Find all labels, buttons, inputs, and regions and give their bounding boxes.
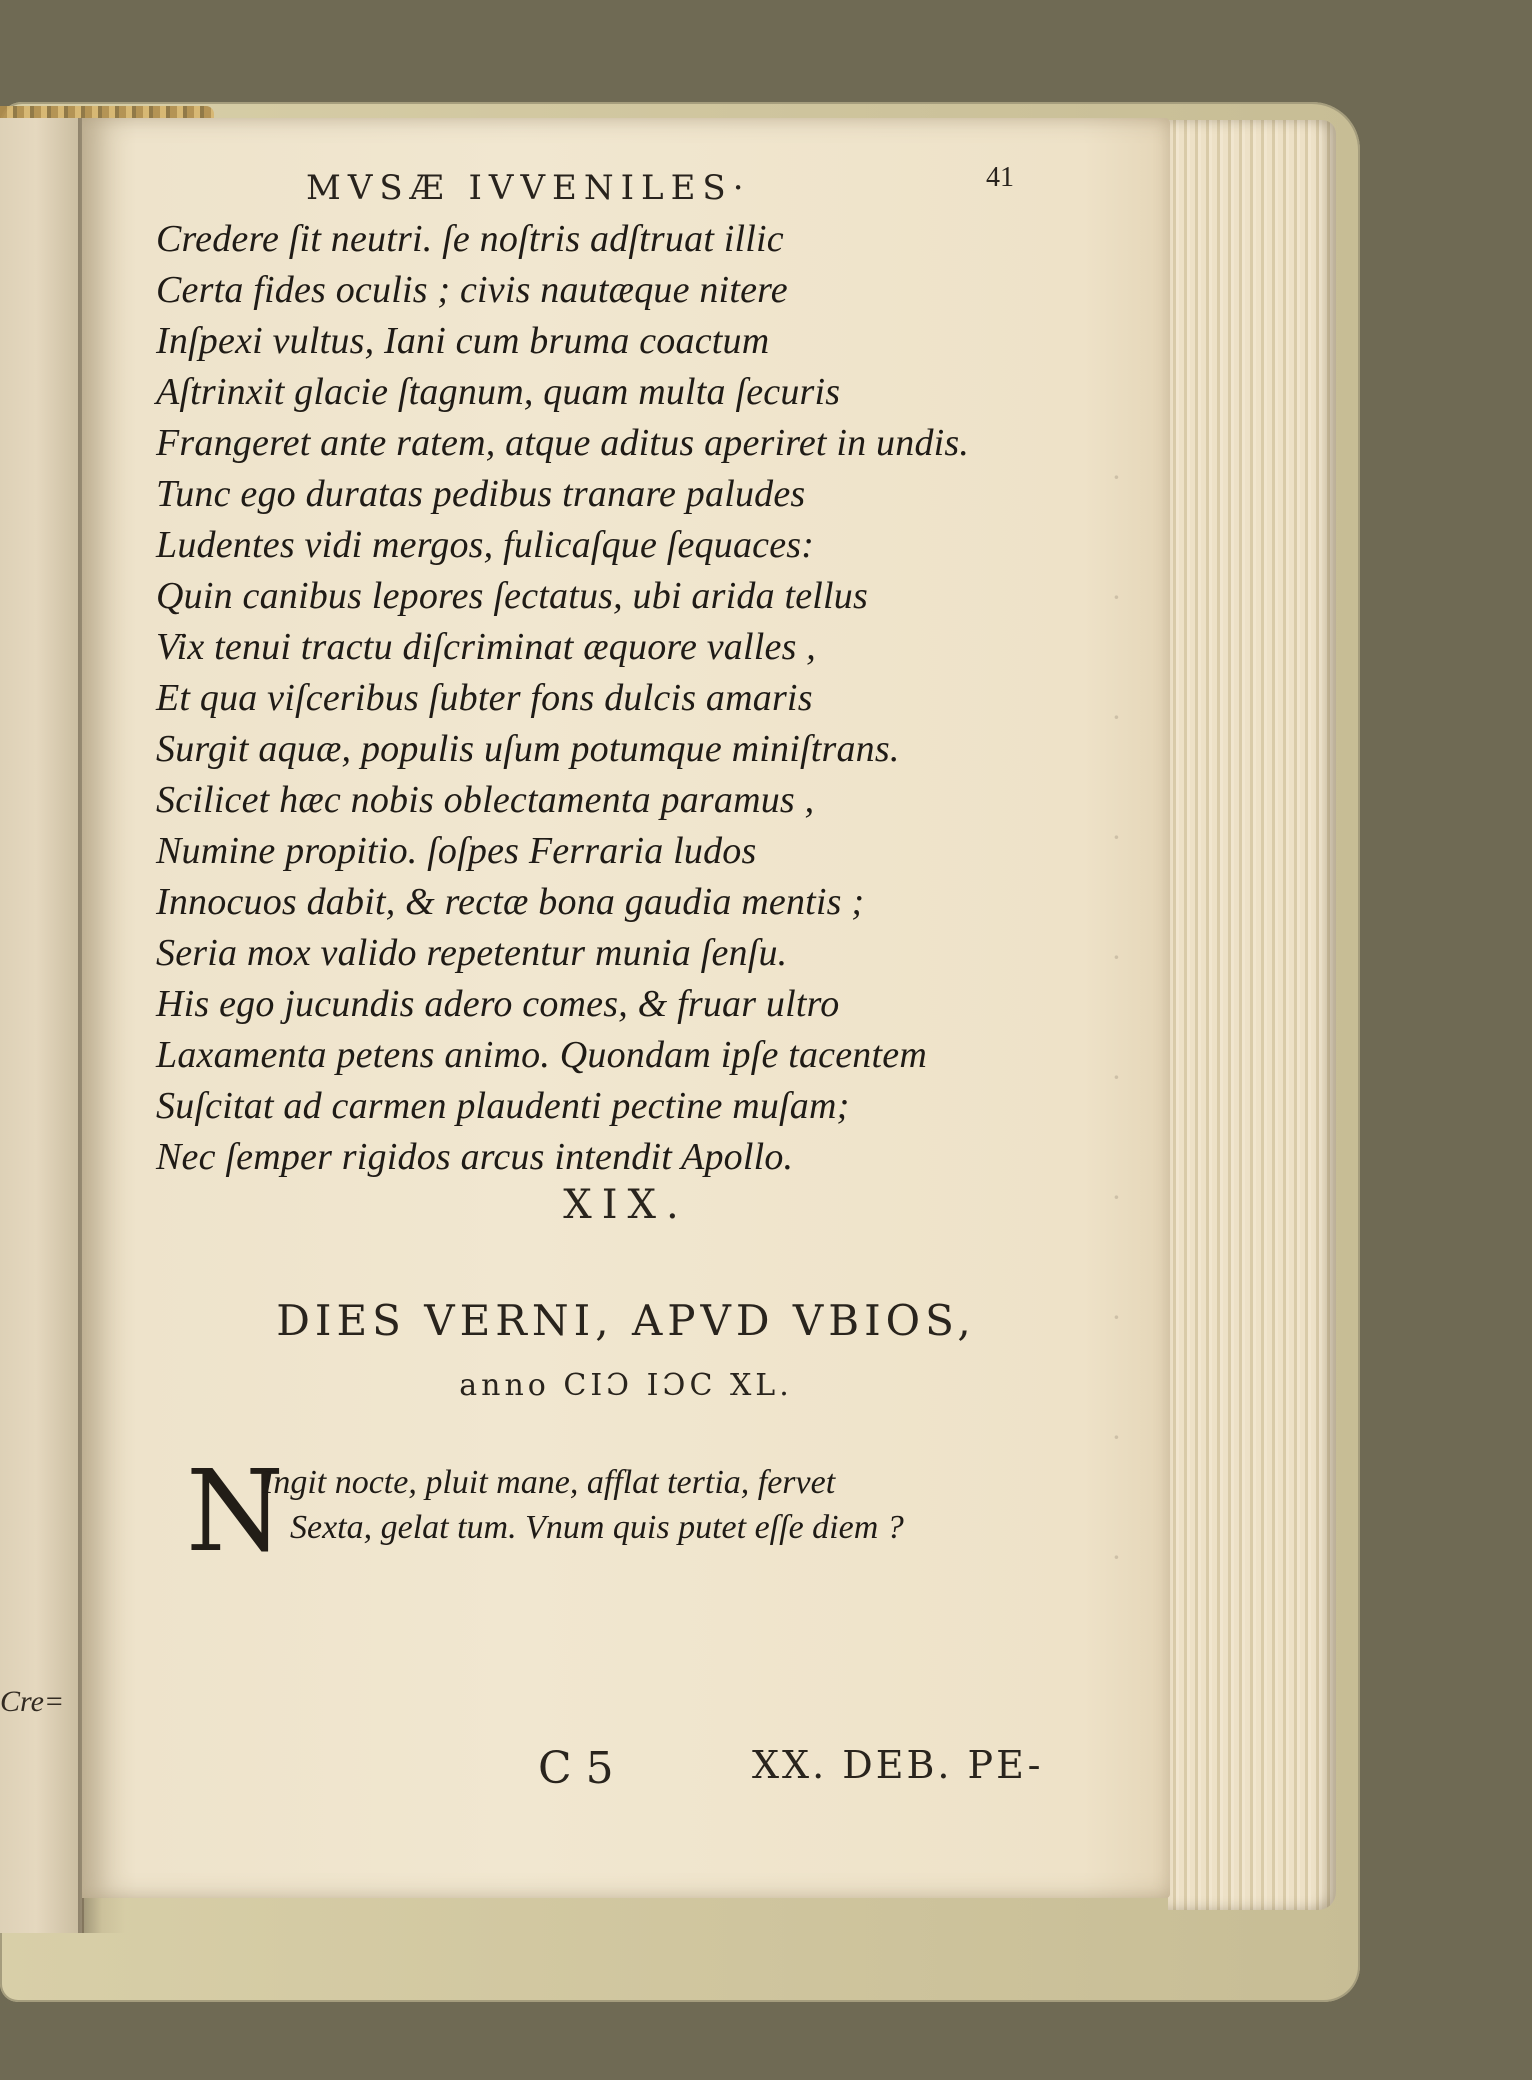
poem-line: Certa fides oculis ; civis nautæque nitere — [156, 269, 788, 311]
poem-line: Aſtrinxit glacie ſtagnum, quam multa ſecuris — [156, 371, 841, 413]
show-through-mark: · — [1112, 1541, 1121, 1574]
distich-text — [262, 1460, 1082, 1550]
show-through-mark: · — [1112, 701, 1121, 734]
show-through-mark: · — [1112, 461, 1121, 494]
page-number: 41 — [986, 162, 1014, 193]
poem-text — [156, 214, 1056, 1183]
poem-line: Credere ſit neutri. ſe noſtris adſtruat illic — [156, 218, 784, 260]
poem-line: Nec ſemper rigidos arcus intendit Apollo. — [156, 1136, 794, 1178]
page-content — [82, 118, 1170, 1898]
poem-line: Frangeret ante ratem, atque aditus aperiret in undis. — [156, 422, 970, 464]
distich-line: Ingit nocte, pluit mane, afflat tertia, fervet — [262, 1464, 836, 1501]
show-through-mark: · — [1112, 1181, 1121, 1214]
show-through-mark: · — [1112, 941, 1121, 974]
signature-mark: C 5 — [538, 1743, 614, 1794]
drop-cap-letter: N — [186, 1447, 284, 1577]
catchword: XX. DEB. PE- — [752, 1743, 1044, 1787]
poem-line: Inſpexi vultus, Iani cum bruma coactum — [156, 320, 770, 362]
poem-line: His ego jucundis adero comes, & fruar ultro — [156, 983, 840, 1025]
poem-line: Innocuos dabit, & rectæ bona gaudia mentis ; — [156, 881, 865, 923]
show-through-mark: · — [1112, 821, 1121, 854]
show-through-mark: · — [1112, 1061, 1121, 1094]
poem-line: Ludentes vidi mergos, fulicaſque ſequaces: — [156, 524, 815, 566]
left-page-catchword: Cre= — [0, 1685, 65, 1718]
printed-page — [82, 118, 1170, 1898]
section-title: DIES VERNI, APVD VBIOS, — [276, 1296, 976, 1345]
ink-show-through — [1112, 418, 1172, 1618]
page-fore-edge — [1168, 120, 1336, 1910]
show-through-mark: · — [1112, 1301, 1121, 1334]
left-page-fragment — [0, 118, 84, 1933]
section-number: XIX. — [563, 1182, 689, 1228]
poem-line: Tunc ego duratas pedibus tranare paludes — [156, 473, 806, 515]
poem-line: Suſcitat ad carmen plaudenti pectine muſam; — [156, 1085, 850, 1127]
poem-line: Et qua viſceribus ſubter fons dulcis amaris — [156, 677, 813, 719]
show-through-mark: · — [1112, 581, 1121, 614]
poem-line: Laxamenta petens animo. Quondam ipſe tacentem — [156, 1034, 927, 1076]
poem-line: Numine propitio. ſoſpes Ferraria ludos — [156, 830, 757, 872]
poem-line: Scilicet hæc nobis oblectamenta paramus , — [156, 779, 815, 821]
distich-line: Sexta, gelat tum. Vnum quis putet eſſe diem ? — [290, 1509, 904, 1546]
poem-line: Surgit aquæ, populis uſum potumque miniſtrans. — [156, 728, 900, 770]
poem-line: Seria mox valido repetentur munia ſenſu. — [156, 932, 788, 974]
poem-line: Quin canibus lepores ſectatus, ubi arida tellus — [156, 575, 868, 617]
show-through-mark: · — [1112, 1421, 1121, 1454]
poem-line: Vix tenui tractu diſcriminat æquore valles , — [156, 626, 816, 668]
section-date: anno CIƆ IƆC XL. — [459, 1368, 793, 1403]
running-title: MVSÆ IVVENILES· — [306, 168, 751, 208]
